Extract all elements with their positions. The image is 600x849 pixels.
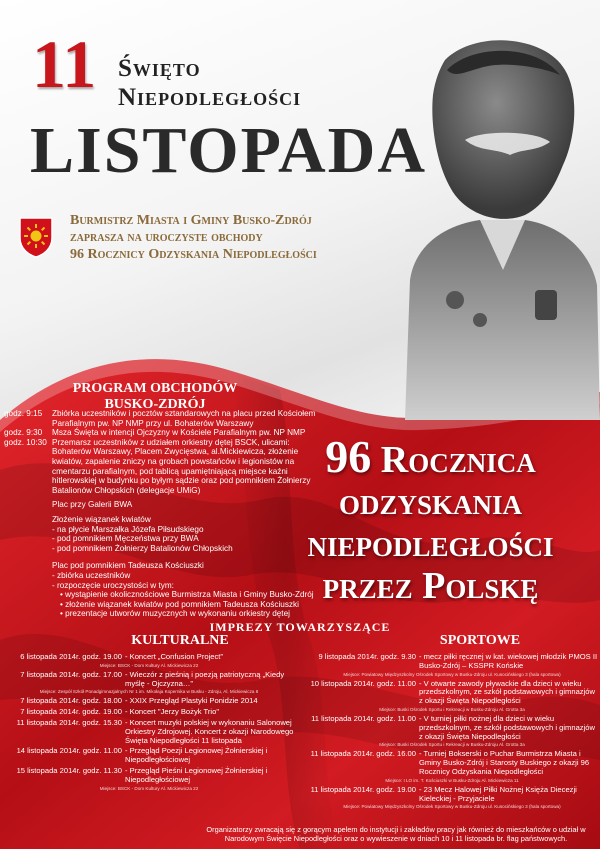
event-place: Miejsce: I LO im. T. Kościuszki w Busku-Zdroju Al. Mickiewicza 11 xyxy=(385,777,519,783)
side-events-title: IMPREZY TOWARZYSZĄCE xyxy=(209,620,391,634)
event-date: 11 listopada 2014r. godz. 15.30 xyxy=(16,717,122,727)
program-text: Zbiórka uczestników i pocztów sztandarowych na placu przed Kościołem Parafialnym pw. NP NMP przy ul. Bohaterów Warszawy xyxy=(52,409,316,428)
event-text: - Koncert „Confusion Project” xyxy=(125,652,223,661)
bwa-line: Plac przy Galerii BWA xyxy=(52,500,133,510)
event-date: 11 listopada 2014r. godz. 19.00 xyxy=(310,784,416,794)
program-title-line: PROGRAM OBCHODÓW xyxy=(72,381,238,396)
event-row xyxy=(4,767,294,785)
event-date: 7 listopada 2014r. godz. 18.00 xyxy=(20,696,122,706)
kosciuszko-line: - zbiórka uczestników xyxy=(52,570,131,580)
event-date: 14 listopada 2014r. godz. 11.00 xyxy=(16,746,122,756)
program-item xyxy=(4,438,319,496)
program-text: Msza Święta w intencji Ojczyzny w Kościele Parafialnym pw. NP NMP xyxy=(52,428,306,438)
event-text: - Przegląd Poezji Legionowej Żołnierskiej i Niepodległościowej xyxy=(125,746,268,765)
event-place: Miejsce: Buski Ośrodek Sportu i Rekreacji w Busku-Zdroju Al. Grotta 3a xyxy=(379,742,525,748)
program-time: godz. 9:15 xyxy=(4,409,43,418)
event-text: - XXIX Przegląd Plastyki Ponidzie 2014 xyxy=(125,696,258,706)
event-date: 15 listopada 2014r. godz. 11.30 xyxy=(16,765,122,775)
footer-appeal: Organizatorzy zwracają się z gorącym apelem do instytucji i zakładów pracy jak również do mieszkańców o udział w Narodowym Święcie Niepodległości oraz o wywieszenie w dniach 10 i 11 listopada br. flag państwowych. xyxy=(206,825,586,843)
event-row xyxy=(4,719,294,745)
event-date: 11 listopada 2014r. godz. 16.00 xyxy=(310,749,416,759)
invitation-line: zaprasza na uroczyste obchody xyxy=(70,230,263,245)
headline-line: przez Polskę xyxy=(322,565,539,607)
day-number: 11 xyxy=(32,26,97,102)
event-text: - Turniej Bokserski o Puchar Burmistrza Miasta i Gminy Busko-Zdrój i Starosty Buskiego z okazji 96 Rocznicy Odzyskania Niepodległości xyxy=(419,749,590,776)
busko-zdroj-crest-icon xyxy=(18,216,54,258)
program-schedule xyxy=(4,409,319,619)
event-text: - V turniej piłki nożnej dla dzieci w wieku przedszkolnym, ze szkół podstawowych i gimnazjów z okazji Święta Niepodległości xyxy=(419,713,595,741)
bwa-block xyxy=(4,500,319,553)
program-item xyxy=(4,428,319,438)
bwa-line: - pod pomnikiem Żołnierzy Batalionów Chłopskich xyxy=(52,543,233,553)
program-title-line: BUSKO-ZDRÓJ xyxy=(104,397,206,412)
cultural-events xyxy=(4,653,294,794)
program-item xyxy=(4,409,319,428)
invitation-line: 96 Rocznicy Odzyskania Niepodległości xyxy=(70,247,317,262)
event-text: - V otwarte zawody pływackie dla dzieci w wieku przedszkolnym, ze szkół podstawowych i gimnazjów z okazji Święta Niepodległości xyxy=(419,678,595,706)
event-row xyxy=(4,747,294,765)
bwa-line: - na płycie Marszałka Józefa Piłsudskiego xyxy=(52,524,204,534)
event-spacer xyxy=(306,810,598,812)
event-row xyxy=(4,708,294,717)
cultural-title: KULTURALNE xyxy=(131,633,229,648)
holiday-title-line1: Święto xyxy=(118,55,201,82)
event-place: Miejsce: Buski Ośrodek Sportu i Rekreacji w Busku-Zdroju Al. Grotta 3a xyxy=(379,706,525,712)
event-place: Miejsce: BSCK - Dom Kultury Al. Mickiewicza 22 xyxy=(99,662,199,668)
event-row xyxy=(4,697,294,706)
bwa-line: - pod pomnikiem Męczeństwa przy BWA xyxy=(52,534,199,544)
event-row xyxy=(4,671,294,689)
event-text: - Koncert "Jerzy Bożyk Trio" xyxy=(125,707,220,717)
kosciuszko-block xyxy=(4,561,319,619)
event-row xyxy=(4,653,294,662)
marshal-portrait xyxy=(385,30,600,420)
month-title: LISTOPADA xyxy=(30,114,427,187)
event-row xyxy=(306,680,598,706)
kosciuszko-line: Plac pod pomnikiem Tadeusza Kościuszki xyxy=(52,561,204,571)
headline-line: niepodległości xyxy=(307,523,554,565)
event-text: - mecz piłki ręcznej w kat. wiekowej młodzik PMOS II Busko-Zdrój – KSSPR Końskie xyxy=(419,652,598,670)
event-place: Miejsce: Zespół Szkół Ponadgimnazjalnych Nr 1 im. Mikołaja Kopernika w Busku - Zdroju, Al. Mickiewicza 8 xyxy=(39,689,259,695)
event-place: Miejsce: BSCK - Dom Kultury Al. Mickiewicza 22 xyxy=(99,785,199,791)
event-text: - 23 Mecz Halowej Piłki Nożnej Księża Diecezji Kieleckiej - Przyjaciele xyxy=(419,784,577,803)
anniversary-number: 96 xyxy=(325,431,372,482)
invitation-text xyxy=(70,212,400,263)
event-place: Miejsce: Powiatowy Międzyszkolny Ośrodek Sportowy w Busku-Zdroju ul. Kusocińskiego 3 (hala sportowa) xyxy=(343,671,561,677)
sports-events xyxy=(306,653,598,812)
sports-title: SPORTOWE xyxy=(439,633,521,648)
event-date: 9 listopada 2014r. godz. 9.30 xyxy=(318,652,416,661)
program-text: Przemarsz uczestników z udziałem orkiestry dętej BSCK, ulicami: Bohaterów Warszawy, Placem Zwycięstwa, al.Mickiewicza, złożenie kwiatów, zapalenie zniczy na grobach powstańców i legionistów na cmentarzu parafialnym, pod tablicą upamiętniającą miejsce kaźni hitlerowskiej w budynku po byłym sądzie oraz pod pomnikiem Żołnierzy Batalionów Chłopskich (delegacje UMiG) xyxy=(52,437,311,495)
program-time: godz. 9:30 xyxy=(4,428,43,438)
kosciuszko-bullet: • prezentacje utworów muzycznych w wykonaniu orkiestry dętej xyxy=(52,609,319,619)
event-date: 7 listopada 2014r. godz. 17.00 xyxy=(20,669,122,679)
holiday-title-line2: Niepodległości xyxy=(118,84,302,111)
event-text: - Przegląd Pieśni Legionowej Żołnierskiej i Niepodległościowej xyxy=(125,765,268,784)
headline-line: odzyskania xyxy=(338,481,523,523)
event-place: Miejsce: Powiatowy Międzyszkolny Ośrodek Sportowy w Busku-Zdroju ul. Kusocińskiego 3 (hala sportowa) xyxy=(343,804,561,810)
headline-word: Rocznica xyxy=(380,439,536,481)
event-row xyxy=(306,653,598,671)
program-time: godz. 10:30 xyxy=(4,437,47,447)
event-row xyxy=(306,750,598,776)
event-date: 10 listopada 2014r. godz. 11.00 xyxy=(310,678,416,688)
kosciuszko-line: - rozpoczęcie uroczystości w tym: xyxy=(52,580,174,590)
event-date: 6 listopada 2014r. godz. 19.00 xyxy=(20,652,122,661)
event-spacer xyxy=(4,792,294,794)
bwa-line: Złożenie wiązanek kwiatów xyxy=(52,514,151,524)
event-row xyxy=(306,786,598,804)
event-text: - Wieczór z pieśnią i poezją patriotyczną „Kiedy myślę - Ojczyzna…” xyxy=(125,669,285,688)
invitation-line: Burmistrz Miasta i Gminy Busko-Zdrój xyxy=(70,213,312,228)
event-row xyxy=(306,715,598,741)
kosciuszko-bullet: • wystąpienie okolicznościowe Burmistrza Miasta i Gminy Busko-Zdrój xyxy=(52,590,319,600)
event-date: 7 listopada 2014r. godz. 19.00 xyxy=(20,707,122,717)
kosciuszko-bullet: • złożenie wiązanek kwiatów pod pomnikiem Tadeusza Kościuszki xyxy=(52,600,319,610)
event-text: - Koncert muzyki polskiej w wykonaniu Salonowej Orkiestry Zdrojowej. Koncert z okazji Narodowego Święta Niepodległości 11 listopada xyxy=(125,717,294,745)
event-date: 11 listopada 2014r. godz. 11.00 xyxy=(311,713,416,723)
